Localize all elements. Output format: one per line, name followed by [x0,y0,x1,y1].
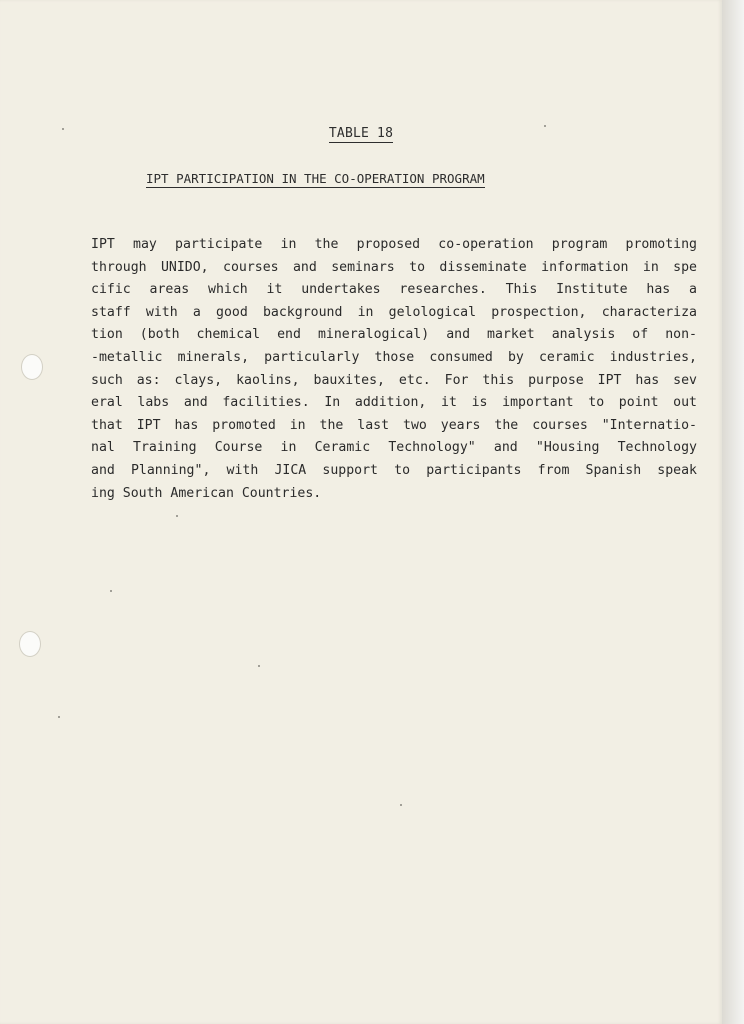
punch-hole [19,631,41,657]
body-line: eral labs and facilities. In addition, it is important to point out [91,395,697,411]
paper-speck [258,665,260,667]
paper-speck [176,515,178,517]
document-body [91,234,697,505]
body-line: nal Training Course in Ceramic Technology" and "Housing Technology [91,440,697,456]
body-line: -metallic minerals, particularly those consumed by ceramic industries, [91,349,697,365]
body-line: through UNIDO, courses and seminars to disseminate information in spe [91,259,697,275]
body-line: such as: clays, kaolins, bauxites, etc. For this purpose IPT has sev [91,372,697,388]
body-line: IPT may participate in the proposed co-operation program promoting [91,237,697,252]
paper-speck [110,590,112,592]
document-subtitle: IPT PARTICIPATION IN THE CO-OPERATION PROGRAM [146,171,485,186]
document-title-text: TABLE 18 [328,126,394,141]
body-line: staff with a good background in gelological prospection, characteriza [91,304,697,320]
paper-speck [400,804,402,806]
body-line: ing South American Countries. [91,485,322,501]
body-line: and Planning", with JICA support to participants from Spanish speak [91,462,697,478]
body-line: that IPT has promoted in the last two years the courses "Internatio- [91,417,697,433]
scanner-edge [722,0,744,1024]
paper-speck [58,716,60,718]
punch-hole [21,354,43,380]
body-line: cific areas which it undertakes researches. This Institute has a [91,282,697,298]
document-title [0,126,722,141]
paper-speck [62,128,64,130]
body-line: tion (both chemical end mineralogical) and market analysis of non- [91,327,697,343]
paper-speck [544,125,546,127]
